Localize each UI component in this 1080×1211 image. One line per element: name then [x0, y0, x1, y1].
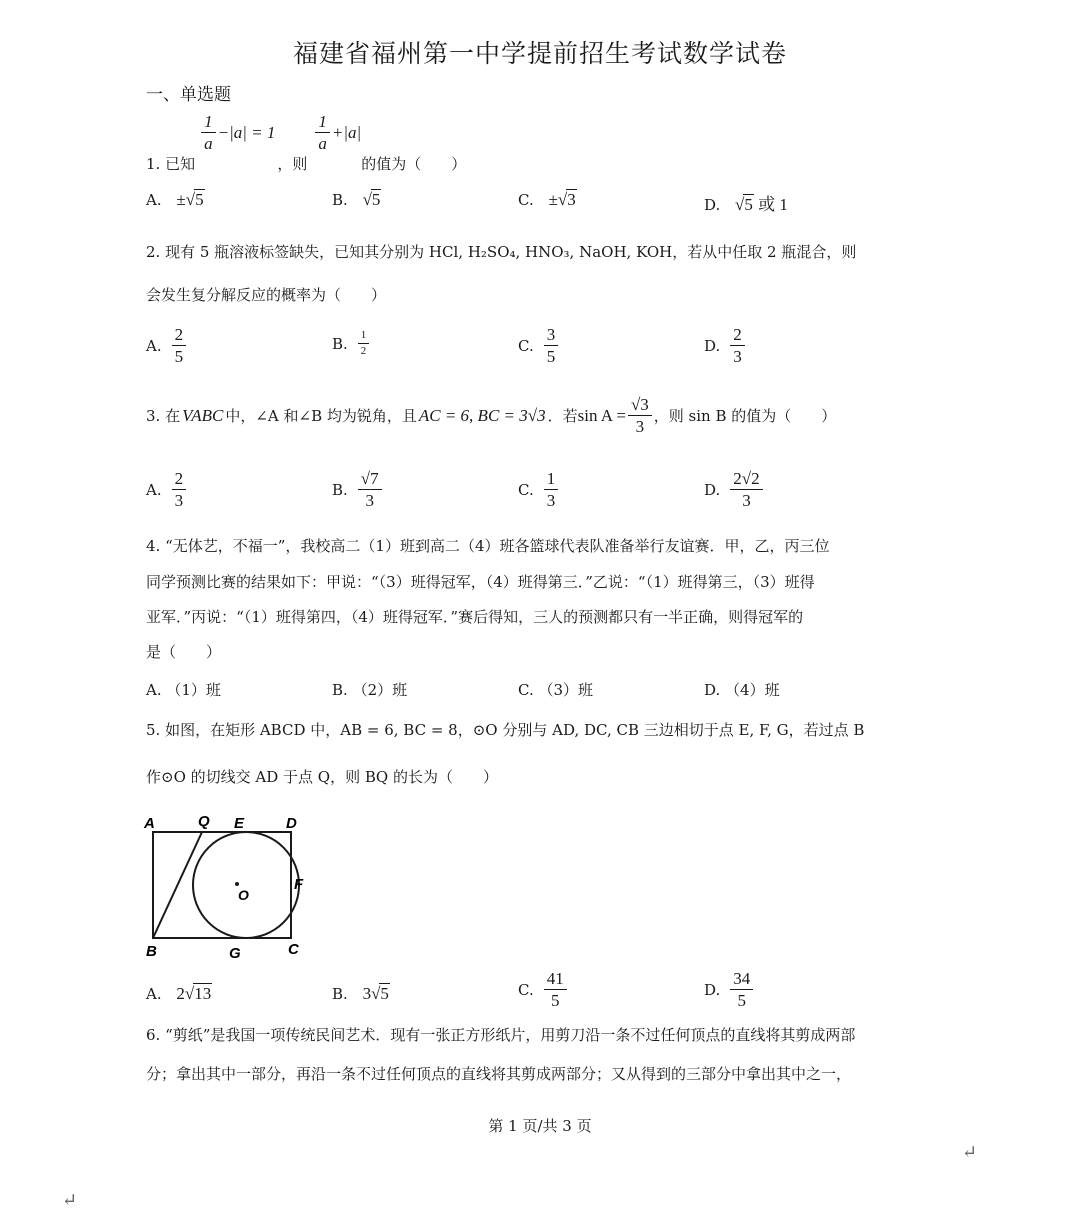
question-6-line-2: 分；拿出其中一部分，再沿一条不过任何顶点的直线将其剪成两部分；又从得到的三部分中拿出其中之一，	[146, 1065, 852, 1083]
question-2-line-1: 2. 现有 5 瓶溶液标签缺失，已知其分别为 HCl, H₂SO₄, HNO₃, NaOH, KOH，若从中任取 2 瓶混合，则	[146, 243, 857, 261]
q5-option-a[interactable]: A. 2√13	[146, 984, 212, 1003]
question-4-line-2: 同学预测比赛的结果如下：甲说：“（3）班得冠军，（4）班得第三．”乙说：“（1）班得第三，（3）班得	[146, 573, 815, 591]
q1-mid: ，则	[277, 155, 308, 173]
q5-option-d[interactable]: D. $\frac{34}{5}$	[704, 970, 755, 1009]
q1-option-c[interactable]: C. ±√3	[518, 190, 576, 209]
question-3-stem: 3. 在 VABC 中，∠A 和∠B 均为锐角，且 AC = 6, BC = 3√3 ．若 sin A = $\frac{√3}{3}$ ，则 sin B 的值为（ ）	[146, 395, 837, 436]
circle-o	[193, 832, 299, 938]
q3-condition: AC = 6, BC = 3√3	[418, 405, 546, 425]
label-e: E	[234, 815, 245, 832]
q5-option-b[interactable]: B. 3√5	[332, 984, 389, 1003]
q4-option-d[interactable]: D. （4）班	[704, 681, 780, 699]
q3-option-b[interactable]: B. $\frac{√7}{3}$	[332, 470, 384, 509]
label-q: Q	[198, 813, 210, 830]
question-1-stem	[146, 112, 467, 174]
q1-option-a[interactable]: A. ±√5	[146, 190, 204, 209]
question-4-line-1: 4. “无体艺，不福一”，我校高二（1）班到高二（4）班各篮球代表队准备举行友谊赛．甲，乙，丙三位	[146, 537, 830, 555]
question-6-line-1: 6. “剪纸”是我国一项传统民间艺术．现有一张正方形纸片，用剪刀沿一条不过任何顶点的直线将其剪成两部	[146, 1026, 856, 1044]
q1-target-expr: $\frac{1}{a}$ +|a|	[313, 113, 361, 152]
q1-option-b[interactable]: B. √5	[332, 190, 381, 209]
q1-prefix: 1. 已知	[146, 155, 196, 173]
q2-option-a[interactable]: A. $\frac{2}{5}$	[146, 326, 188, 365]
question-4-line-4: 是（ ）	[146, 643, 222, 661]
label-c: C	[288, 941, 299, 958]
return-mark-right: ↵	[962, 1142, 978, 1163]
label-b: B	[146, 943, 157, 960]
q4-option-c[interactable]: C. （3）班	[518, 681, 594, 699]
question-5-line-2: 作⊙O 的切线交 AD 于点 Q，则 BQ 的长为（ ）	[146, 768, 498, 786]
question-5-line-1: 5. 如图，在矩形 ABCD 中，AB = 6, BC = 8，⊙O 分别与 AD, DC, CB 三边相切于点 E, F, G，若过点 B	[146, 721, 865, 739]
q5-geometry-figure	[140, 808, 320, 968]
q2-option-c[interactable]: C. $\frac{3}{5}$	[518, 326, 560, 365]
return-mark-left: ↵	[62, 1190, 78, 1211]
q2-option-b[interactable]: B. $\frac{1}{2}$	[332, 330, 371, 357]
q5-option-c[interactable]: C. $\frac{41}{5}$	[518, 970, 569, 1009]
q3-option-c[interactable]: C. $\frac{1}{3}$	[518, 470, 560, 509]
q3-option-d[interactable]: D. $\frac{2√2}{3}$	[704, 470, 765, 509]
label-o: O	[238, 887, 249, 903]
q1-option-d[interactable]: D. √5 或 1	[704, 195, 788, 214]
q3-triangle: VABC	[182, 405, 224, 425]
q3-sin-a: sin A = $\frac{√3}{3}$	[578, 396, 654, 435]
label-d: D	[286, 815, 297, 832]
q1-given-expr: $\frac{1}{a}$ −|a| = 1	[199, 113, 275, 152]
question-4-line-3: 亚军．”丙说：“（1）班得第四，（4）班得冠军．”赛后得知，三人的预测都只有一半正确，则得冠军的	[146, 608, 804, 626]
label-g: G	[229, 945, 241, 962]
label-f: F	[294, 876, 304, 893]
rectangle-abcd	[153, 832, 291, 938]
q3-option-a[interactable]: A. $\frac{2}{3}$	[146, 470, 188, 509]
page-title: 福建省福州第一中学提前招生考试数学试卷	[292, 39, 787, 68]
question-2-line-2: 会发生复分解反应的概率为（ ）	[146, 286, 387, 304]
q4-option-b[interactable]: B. （2）班	[332, 681, 408, 699]
q2-option-d[interactable]: D. $\frac{2}{3}$	[704, 326, 747, 365]
label-a: A	[144, 815, 155, 832]
q4-option-a[interactable]: A. （1）班	[146, 681, 221, 699]
page-footer: 第 1 页/共 3 页	[488, 1117, 592, 1135]
q1-suffix: 的值为（ ）	[361, 155, 467, 173]
section-heading: 一、单选题	[146, 85, 231, 105]
tangent-bq	[153, 832, 202, 938]
center-point-o	[235, 882, 239, 886]
